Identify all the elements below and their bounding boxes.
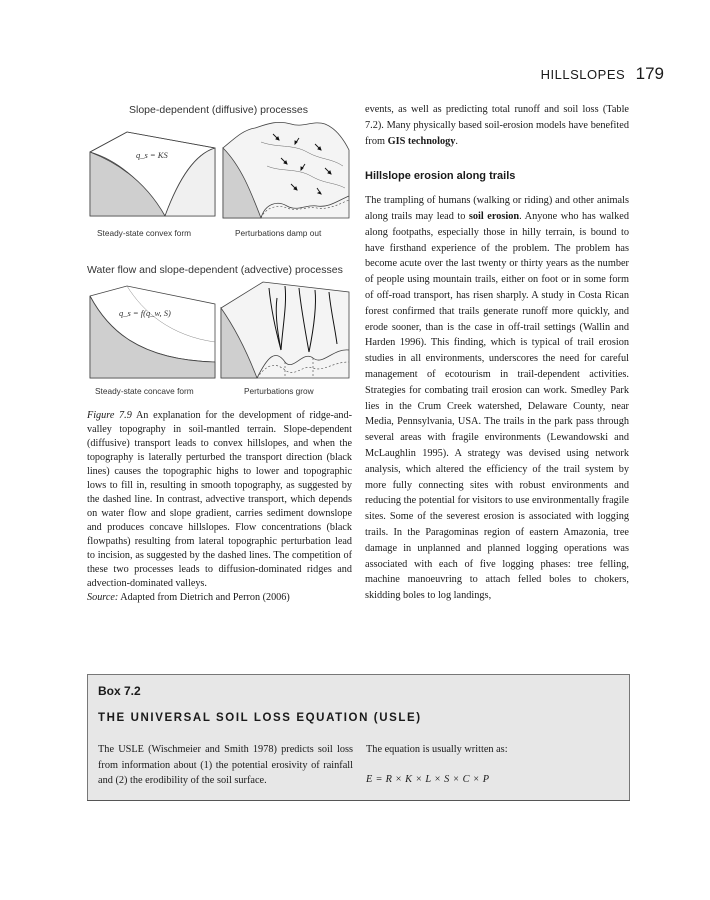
intro-paragraph	[365, 102, 629, 149]
box-heading: THE UNIVERSAL SOIL LOSS EQUATION (USLE)	[98, 712, 422, 724]
trail-text-start: The trampling of humans (walking or riding) and other animals along trails may lead to	[365, 195, 629, 222]
box-right-column	[366, 742, 616, 787]
caption-source-label: Source:	[87, 592, 119, 603]
concave-slope-diagram	[87, 284, 217, 384]
label-damp-out: Perturbations damp out	[235, 228, 322, 238]
label-steady-concave: Steady-state concave form	[95, 386, 194, 396]
caption-figure-number: Figure 7.9	[87, 410, 132, 421]
perturbation-grow-diagram	[219, 278, 351, 382]
box-title: Box 7.2	[98, 684, 141, 698]
equation-qs-fqw: q_s = f(q_w, S)	[119, 308, 171, 318]
label-steady-convex: Steady-state convex form	[97, 228, 192, 238]
box-left-text: The USLE (Wischmeier and Smith 1978) predicts soil loss from information about (1) the potential erosivity of rainfall and (2) the erodibility of the soil surface.	[98, 744, 353, 786]
box-7-2	[87, 674, 630, 801]
page-number: 179	[635, 64, 664, 83]
figure-heading-advective: Water flow and slope-dependent (advective) processes	[87, 264, 343, 276]
intro-text-end: .	[455, 135, 458, 147]
caption-text: An explanation for the development of ridge-and-valley topography in soil-mantled terrain. Slope-dependent (diffusive) transport leads to convex hillslopes, and when the topography is laterally perturbed the transport direction (black lines) causes the topographic highs to lower and topographic lows to fill in, resulting in smooth topography, as suggested by the dashed line. In contrast, advective transport, which depends on water flow and slope gradient, carries sediment downslope and produces concave hillslopes. Flow concentrations (black flowpaths) resulting from lateral topographic perturbation lead to incision, as suggested by the dashed lines. The competition of these two processes leads to diffusion-dominated ridges and advection-dominated valleys.	[87, 410, 352, 589]
equation-qs-ks: q_s = KS	[136, 150, 168, 160]
figure-heading-diffusive: Slope-dependent (diffusive) processes	[129, 104, 308, 116]
convex-slope-diagram	[87, 120, 217, 220]
intro-bold-term: GIS technology	[387, 135, 456, 147]
running-head	[541, 64, 664, 84]
usle-equation: E = R × K × L × S × C × P	[366, 773, 490, 785]
trail-paragraph	[365, 193, 629, 604]
trail-text-body: . Anyone who has walked along footpaths, especially those in hilly terrain, is bound to have firsthand experience of the problem. The problem has become acute over the last twenty or thirty years as the number of people using mountain trails, either on foot or in some form of off-road transport, has risen sharply. A study in Costa Rican forest confirmed that trails generate runoff more quickly, and erode sooner, than is the case in off-trail settings (Wallin and Harden 1996). This finding, which is typical of trail erosion studies in all environments, underscores the need for careful management of ecotourism in trail-dependent activities. Strategies for combating trail erosion can work. Smedley Park lies in the Crum Creek watershed, Delaware County, near Media, Pennsylvania, USA. The trails in the park pass through several areas with fragile environments (Lewandowski and McLaughlin 1995). A strategy was devised using network analysis, which altered the efficiency of the trail system by more fully connecting sites with robust environments and reducing the potential for visitors to use environmentally fragile sites. Some of the severest erosion is associated with logging trails. In the Paragominas region of eastern Amazonia, tree damage in unplanned and planned logging operations was associated with each of five logging phases: tree felling, machine manoeuvring to attach felled boles to chokers, skidding boles to log landings,	[365, 210, 629, 602]
perturbation-damp-diagram	[221, 108, 351, 220]
right-column	[365, 102, 629, 604]
intro-text: events, as well as predicting total runoff and soil loss (Table 7.2). Many physically based soil-erosion models have benefited from	[365, 104, 629, 147]
label-perturbations-grow: Perturbations grow	[244, 386, 314, 396]
trail-bold-term: soil erosion	[468, 210, 520, 222]
box-right-text: The equation is usually written as:	[366, 744, 508, 755]
figure-caption	[87, 409, 352, 605]
section-title: HILLSLOPES	[540, 67, 626, 82]
subheading-trail-erosion: Hillslope erosion along trails	[365, 170, 516, 183]
caption-source-text: Adapted from Dietrich and Perron (2006)	[120, 592, 290, 603]
box-bottom-rule	[87, 800, 630, 801]
